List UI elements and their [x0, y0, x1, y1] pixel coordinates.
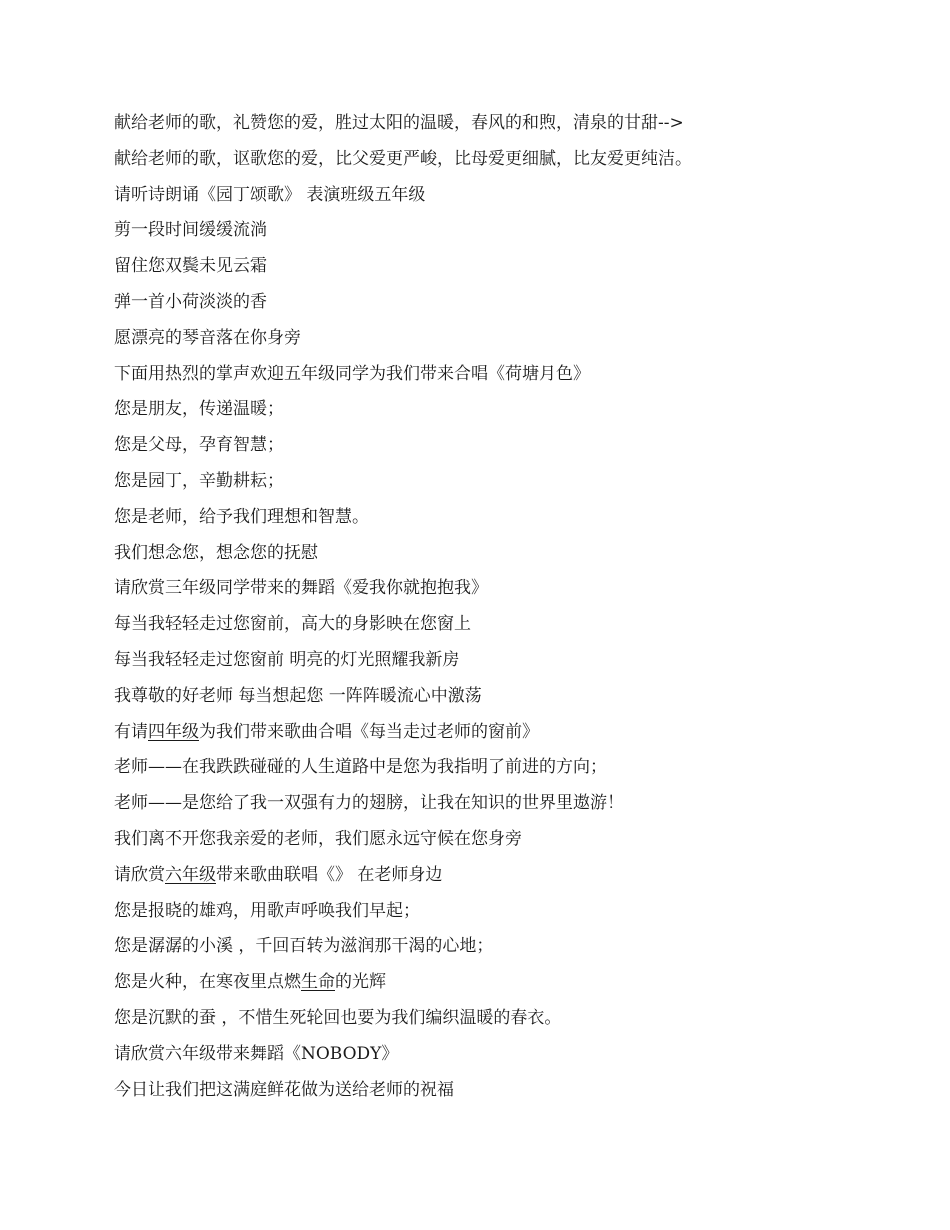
text-segment: 献给老师的歌，礼赞您的爱，胜过太阳的温暖，春风的和煦，清泉的甘甜--> [114, 113, 684, 133]
text-segment: 您是火种，在寒夜里点燃 [114, 972, 301, 993]
text-segment: 留住您双鬓未见云霜 [114, 256, 267, 277]
text-segment: 我尊敬的好老师 每当想起您 一阵阵暖流心中激荡 [114, 685, 482, 706]
text-segment: 您是朋友，传递温暖； [114, 399, 284, 420]
text-line [114, 969, 874, 1005]
text-segment: 每当我轻轻走过您窗前 明亮的灯光照耀我新房 [114, 649, 460, 670]
text-line [114, 647, 874, 683]
underlined-text: 生命 [301, 972, 335, 993]
text-segment: 请欣赏 [114, 864, 165, 885]
text-line [114, 432, 874, 468]
text-segment: 弹一首小荷淡淡的香 [114, 291, 267, 312]
text-line [114, 110, 874, 146]
text-line [114, 1005, 874, 1041]
text-segment: 每当我轻轻走过您窗前，高大的身影映在您窗上 [114, 614, 471, 635]
text-line [114, 862, 874, 898]
text-line [114, 826, 874, 862]
document-page [114, 110, 874, 1112]
text-segment: 有请 [114, 721, 148, 742]
text-segment: 您是潺潺的小溪 ，千回百转为滋润那干渴的心地； [114, 936, 494, 957]
text-segment: 的光辉 [335, 972, 386, 993]
text-line [114, 898, 874, 934]
text-segment: 带来歌曲联唱《》 在老师身边 [216, 864, 443, 885]
underlined-text: 四年级 [148, 721, 199, 742]
text-segment: 您是老师，给予我们理想和智慧。 [114, 506, 369, 527]
text-line [114, 504, 874, 540]
text-segment: 老师——是您给了我一双强有力的翅膀，让我在知识的世界里遨游！ [114, 793, 624, 814]
text-segment: 下面用热烈的掌声欢迎五年级同学为我们带来合唱《荷塘月色》 [114, 363, 590, 384]
text-segment: 为我们带来歌曲合唱《每当走过老师的窗前》 [199, 721, 539, 742]
text-segment: 请欣赏三年级同学带来的舞蹈《爱我你就抱抱我》 [114, 578, 488, 599]
text-segment: 剪一段时间缓缓流淌 [114, 220, 267, 241]
text-line [114, 933, 874, 969]
text-line [114, 683, 874, 719]
underlined-text: 六年级 [165, 864, 216, 885]
text-line [114, 146, 874, 182]
text-segment: 我们想念您，想念您的抚慰 [114, 542, 318, 563]
text-line [114, 540, 874, 576]
text-line [114, 361, 874, 397]
text-segment: 您是园丁，辛勤耕耘； [114, 470, 284, 491]
text-segment: 您是报晓的雄鸡，用歌声呼唤我们早起； [114, 900, 420, 921]
text-line [114, 1077, 874, 1113]
text-line [114, 575, 874, 611]
text-line [114, 1041, 874, 1077]
text-segment: 请欣赏六年级带来舞蹈《NOBODY》 [114, 1043, 399, 1064]
text-line [114, 253, 874, 289]
text-line [114, 396, 874, 432]
text-line [114, 611, 874, 647]
text-segment: 献给老师的歌，讴歌您的爱，比父爱更严峻，比母爱更细腻，比友爱更纯洁。 [114, 148, 692, 169]
text-segment: 老师——在我跌跌碰碰的人生道路中是您为我指明了前进的方向； [114, 757, 607, 778]
text-segment: 您是沉默的蚕 ，不惜生死轮回也要为我们编织温暖的春衣。 [114, 1007, 562, 1028]
text-segment: 您是父母，孕育智慧； [114, 435, 284, 456]
text-line [114, 790, 874, 826]
text-segment: 今日让我们把这满庭鲜花做为送给老师的祝福 [114, 1079, 454, 1100]
text-line [114, 325, 874, 361]
text-line [114, 217, 874, 253]
text-line [114, 182, 874, 218]
text-segment: 我们离不开您我亲爱的老师，我们愿永远守候在您身旁 [114, 828, 522, 849]
text-line [114, 468, 874, 504]
text-segment: 愿漂亮的琴音落在你身旁 [114, 327, 301, 348]
text-segment: 请听诗朗诵《园丁颂歌》 表演班级五年级 [114, 184, 426, 205]
text-line [114, 719, 874, 755]
text-line [114, 289, 874, 325]
text-line [114, 754, 874, 790]
